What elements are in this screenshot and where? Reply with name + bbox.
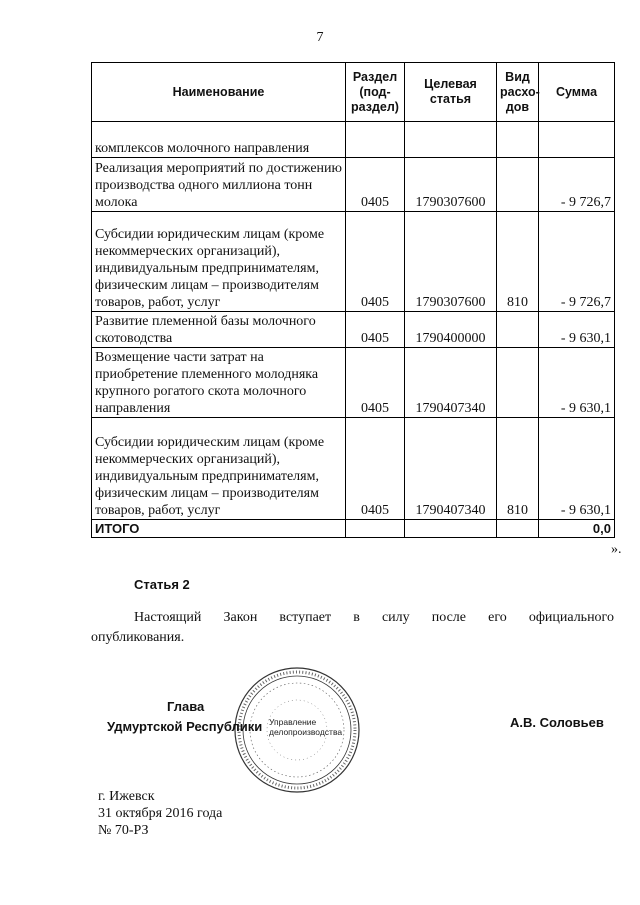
row-section [346, 122, 405, 158]
table-header-row [92, 63, 615, 122]
row-name: Развитие племенной базы молочного скотоводства [92, 312, 346, 348]
row-target: 1790407340 [405, 348, 497, 418]
row-name: Субсидии юридическим лицам (кроме некоммерческих организаций), индивидуальным предпринимателям, физическим лицам – производителям товаров, работ, услуг [92, 212, 346, 312]
article-line-1 [91, 608, 614, 628]
row-section: 0405 [346, 418, 405, 520]
article-title: Статья 2 [134, 577, 190, 592]
signature-title-line-1: Глава [167, 699, 205, 714]
article-word: силу [381, 610, 410, 625]
row-kind: 810 [497, 212, 539, 312]
row-sum: - 9 630,1 [539, 348, 615, 418]
row-sum: - 9 630,1 [539, 312, 615, 348]
total-label: ИТОГО [92, 520, 346, 538]
stamp-label: Управление делопроизводства [269, 717, 343, 737]
row-sum: - 9 630,1 [539, 418, 615, 520]
header-sum: Сумма [539, 63, 615, 122]
row-section: 0405 [346, 158, 405, 212]
row-kind [497, 158, 539, 212]
footer-number: № 70-РЗ [98, 823, 149, 838]
row-target: 1790307600 [405, 158, 497, 212]
table-row [92, 158, 615, 212]
footer-place: г. Ижевск [98, 789, 155, 804]
row-name: Субсидии юридическим лицам (кроме некоммерческих организаций), индивидуальным предпринимателям, физическим лицам – производителям товаров, работ, услуг [92, 418, 346, 520]
row-sum: - 9 726,7 [539, 158, 615, 212]
table-row [92, 418, 615, 520]
header-section: Раздел (под-раздел) [346, 63, 405, 122]
table-row [92, 212, 615, 312]
article-word: в [353, 610, 360, 625]
row-kind [497, 122, 539, 158]
row-section: 0405 [346, 312, 405, 348]
signature-title-line-2: Удмуртской Республики [107, 719, 263, 734]
article-word: Закон [223, 610, 258, 625]
row-sum [539, 122, 615, 158]
article-word: Настоящий [134, 610, 202, 625]
signature-name: А.В. Соловьев [510, 715, 604, 730]
page-number: 7 [316, 30, 324, 45]
table-row [92, 348, 615, 418]
article-word: его [488, 610, 507, 625]
header-kind: Вид расхо-дов [497, 63, 539, 122]
row-kind [497, 348, 539, 418]
footer-date: 31 октября 2016 года [98, 806, 223, 821]
row-section: 0405 [346, 212, 405, 312]
row-target: 1790400000 [405, 312, 497, 348]
article-word: после [431, 610, 467, 625]
row-target [405, 122, 497, 158]
row-name: комплексов молочного направления [92, 122, 346, 158]
signature-title [107, 697, 277, 737]
table-row [92, 312, 615, 348]
row-kind: 810 [497, 418, 539, 520]
table-row [92, 122, 615, 158]
article-line-2: опубликования. [91, 630, 185, 645]
row-name: Реализация мероприятий по достижению производства одного миллиона тонн молока [92, 158, 346, 212]
article-word: вступает [279, 610, 332, 625]
row-section: 0405 [346, 348, 405, 418]
header-target: Целевая статья [405, 63, 497, 122]
header-name: Наименование [92, 63, 346, 122]
article-word: официального [528, 610, 614, 625]
budget-table [91, 62, 615, 538]
row-name: Возмещение части затрат на приобретение племенного молодняка крупного рогатого скота молочного направления [92, 348, 346, 418]
total-row [92, 520, 615, 538]
article-body [91, 608, 614, 648]
footer [98, 788, 222, 839]
total-sum: 0,0 [539, 520, 615, 538]
row-target: 1790407340 [405, 418, 497, 520]
closing-quote: ». [611, 542, 622, 557]
row-sum: - 9 726,7 [539, 212, 615, 312]
row-target: 1790307600 [405, 212, 497, 312]
row-kind [497, 312, 539, 348]
